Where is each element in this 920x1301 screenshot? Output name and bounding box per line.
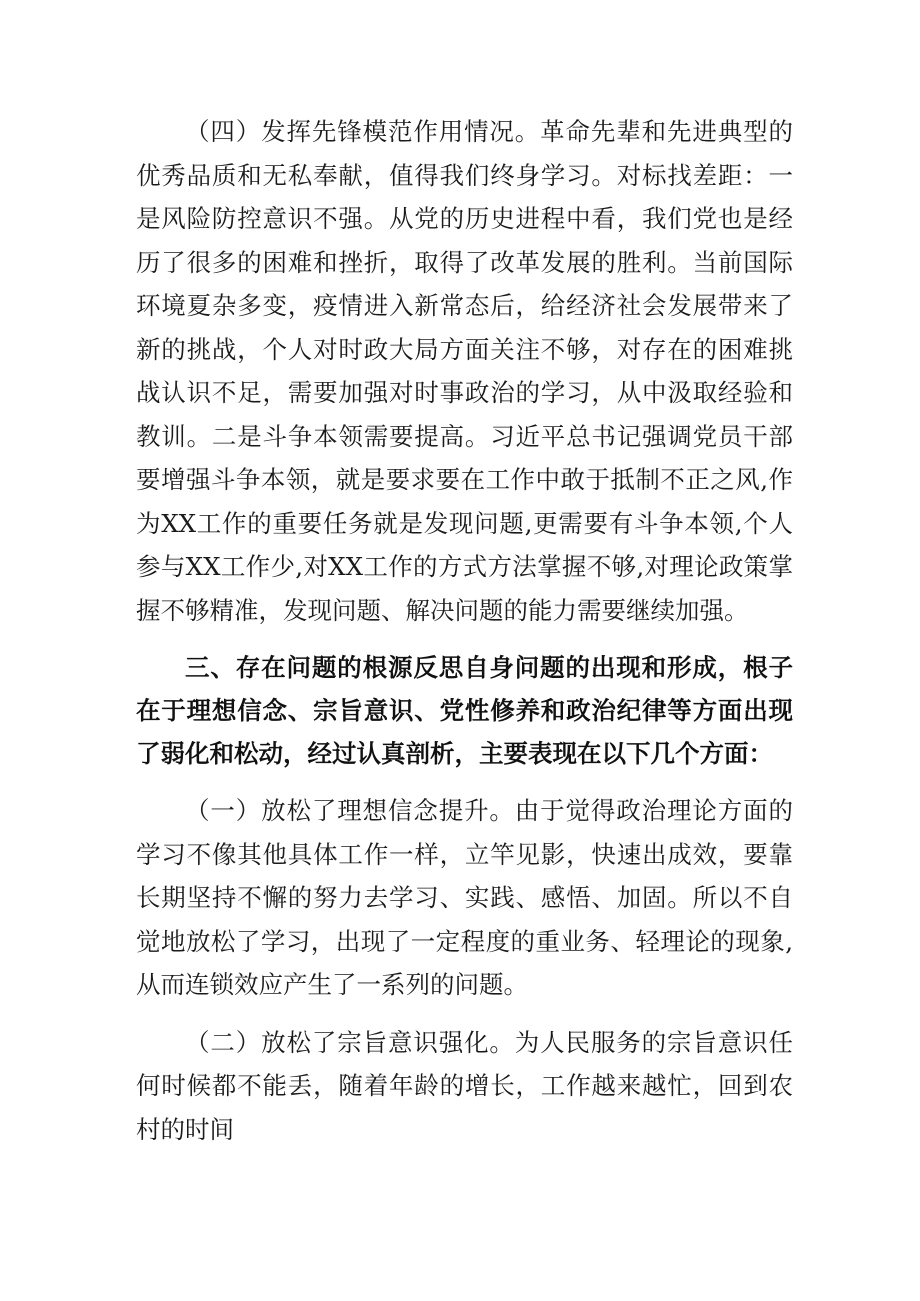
paragraph-vanguard-role: （四）发挥先锋模范作用情况。革命先辈和先进典型的优秀品质和无私奉献，值得我们终身学习。对标找差距：一是风险防控意识不强。从党的历史进程中看，我们党也是经历了很多的困难和挫折，取得了改革发展的胜利。当前国际环境夏杂多变，疫情进入新常态后，给经济社会发展带来了新的挑战，个人对时政大局方面关注不够，对存在的困难挑战认识不足，需要加强对时事政治的学习，从中汲取经验和教训。二是斗争本领需要提高。习近平总书记强调党员干部要增强斗争本领，就是要求要在工作中敢于抵制不正之风,作为XX工作的重要任务就是发现问题,更需要有斗争本领,个人参与XX工作少,对XX工作的方式方法掌握不够,对理论政策掌握不够精准，发现问题、解决问题的能力需要继续加强。	[136, 117, 793, 625]
section-heading-root-causes: 三、存在问题的根源反思自身问题的出现和形成，根子在于理想信念、宗旨意识、党性修养和政治纪律等方面出现了弱化和松动，经过认真剖析，主要表现在以下几个方面：	[136, 653, 793, 768]
document-body	[136, 110, 793, 1151]
paragraph-purpose-awareness: （二）放松了宗旨意识强化。为人民服务的宗旨意识任何时候都不能丢，随着年龄的增长，工作越来越忙，回到农村的时间	[136, 1027, 793, 1144]
paragraph-ideals-belief: （一）放松了理想信念提升。由于觉得政治理论方面的学习不像其他具体工作一样，立竿见影，快速出成效，要靠长期坚持不懈的努力去学习、实践、感悟、加固。所以不自觉地放松了学习，出现了一定程度的重业务、轻理论的现象,从而连锁效应产生了一系列的问题。	[136, 796, 793, 999]
